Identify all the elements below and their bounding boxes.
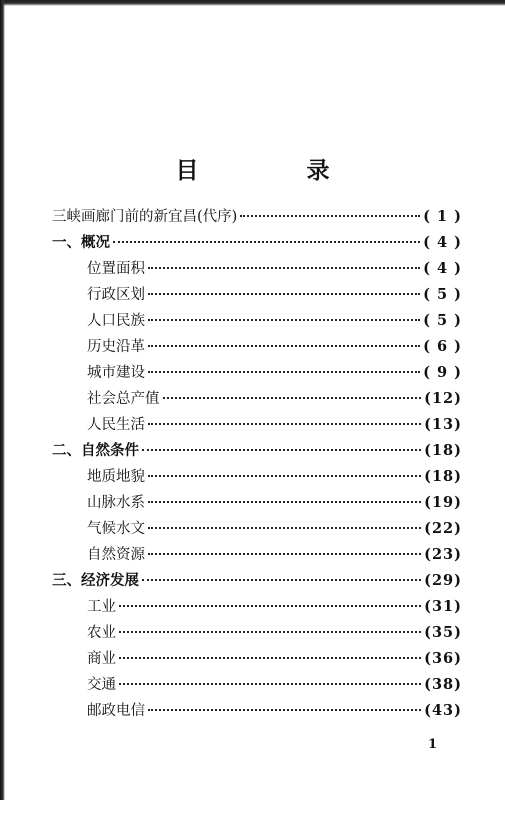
- toc-entry-label: 城市建设: [87, 365, 145, 381]
- toc-dot-leader: [119, 655, 421, 659]
- toc-preface-row: [52, 204, 462, 230]
- toc-section-row: [52, 698, 462, 724]
- toc-chapter-row: [52, 568, 462, 594]
- toc-dot-leader: [148, 551, 421, 555]
- toc-page-ref: (29): [424, 572, 462, 589]
- toc-entry-label: 历史沿革: [87, 339, 145, 355]
- toc-section-row: [52, 412, 462, 438]
- toc-chapter-row: [52, 230, 462, 256]
- toc-dot-leader: [163, 395, 422, 399]
- toc-entry-label: 社会总产值: [87, 391, 160, 407]
- toc-page-ref: (22): [424, 520, 462, 537]
- toc-entry-label: 自然资源: [87, 547, 145, 563]
- toc-dot-leader: [148, 499, 421, 503]
- toc-entry-label: 一、概况: [52, 234, 110, 251]
- toc-section-row: [52, 464, 462, 490]
- toc-page-ref: ( 6 ): [423, 338, 462, 355]
- toc-entry-label: 二、自然条件: [52, 442, 139, 459]
- toc-page-ref: (35): [424, 624, 462, 641]
- toc-section-row: [52, 620, 462, 646]
- toc-page-ref: (38): [424, 676, 462, 693]
- toc-page-ref: ( 4 ): [423, 234, 462, 251]
- toc-entry-label: 三、经济发展: [52, 572, 139, 589]
- toc-entry-label: 人民生活: [87, 417, 145, 433]
- toc-page-ref: (36): [424, 650, 462, 667]
- toc-dot-leader: [148, 707, 421, 711]
- toc-page-ref: (18): [424, 442, 462, 459]
- page-top-edge: [0, 0, 505, 6]
- toc-section-row: [52, 282, 462, 308]
- toc-dot-leader: [148, 369, 420, 373]
- page-number: 1: [428, 737, 438, 752]
- toc-entry-label: 三峡画廊门前的新宜昌(代序): [52, 209, 238, 225]
- toc-dot-leader: [148, 525, 421, 529]
- toc-chapter-row: [52, 438, 462, 464]
- toc-page-ref: (23): [424, 546, 462, 563]
- toc-dot-leader: [148, 291, 420, 295]
- toc-page-ref: (31): [424, 598, 462, 615]
- toc-entry-label: 邮政电信: [87, 703, 145, 719]
- toc-page-ref: (12): [424, 390, 462, 407]
- toc-dot-leader: [119, 603, 421, 607]
- toc-entry-label: 行政区划: [87, 287, 145, 303]
- table-of-contents: [52, 204, 462, 724]
- toc-entry-label: 地质地貌: [87, 469, 145, 485]
- toc-dot-leader: [113, 239, 420, 243]
- toc-section-row: [52, 256, 462, 282]
- toc-page-ref: ( 5 ): [423, 312, 462, 329]
- toc-page-ref: (43): [424, 702, 462, 719]
- toc-entry-label: 交通: [87, 677, 116, 693]
- toc-dot-leader: [119, 629, 421, 633]
- toc-entry-label: 商业: [87, 651, 116, 667]
- toc-section-row: [52, 646, 462, 672]
- toc-dot-leader: [240, 213, 420, 217]
- page-title: 目 录: [175, 158, 380, 184]
- toc-entry-label: 人口民族: [87, 313, 145, 329]
- toc-dot-leader: [148, 317, 420, 321]
- toc-entry-label: 气候水文: [87, 521, 145, 537]
- toc-page-ref: ( 1 ): [423, 208, 462, 225]
- toc-entry-label: 山脉水系: [87, 495, 145, 511]
- toc-page-ref: ( 4 ): [423, 260, 462, 277]
- toc-entry-label: 位置面积: [87, 261, 145, 277]
- toc-page-ref: ( 5 ): [423, 286, 462, 303]
- toc-section-row: [52, 516, 462, 542]
- toc-dot-leader: [148, 343, 420, 347]
- toc-section-row: [52, 672, 462, 698]
- toc-entry-label: 工业: [87, 599, 116, 615]
- toc-dot-leader: [142, 447, 421, 451]
- toc-section-row: [52, 542, 462, 568]
- toc-section-row: [52, 308, 462, 334]
- toc-section-row: [52, 490, 462, 516]
- toc-page-ref: (19): [424, 494, 462, 511]
- toc-dot-leader: [142, 577, 421, 581]
- toc-page-ref: (18): [424, 468, 462, 485]
- toc-section-row: [52, 360, 462, 386]
- toc-dot-leader: [148, 265, 420, 269]
- toc-page-ref: ( 9 ): [423, 364, 462, 381]
- toc-section-row: [52, 386, 462, 412]
- toc-page-ref: (13): [424, 416, 462, 433]
- toc-section-row: [52, 594, 462, 620]
- toc-dot-leader: [148, 421, 421, 425]
- toc-section-row: [52, 334, 462, 360]
- toc-dot-leader: [119, 681, 421, 685]
- page-left-edge: [0, 0, 5, 800]
- toc-entry-label: 农业: [87, 625, 116, 641]
- toc-dot-leader: [148, 473, 421, 477]
